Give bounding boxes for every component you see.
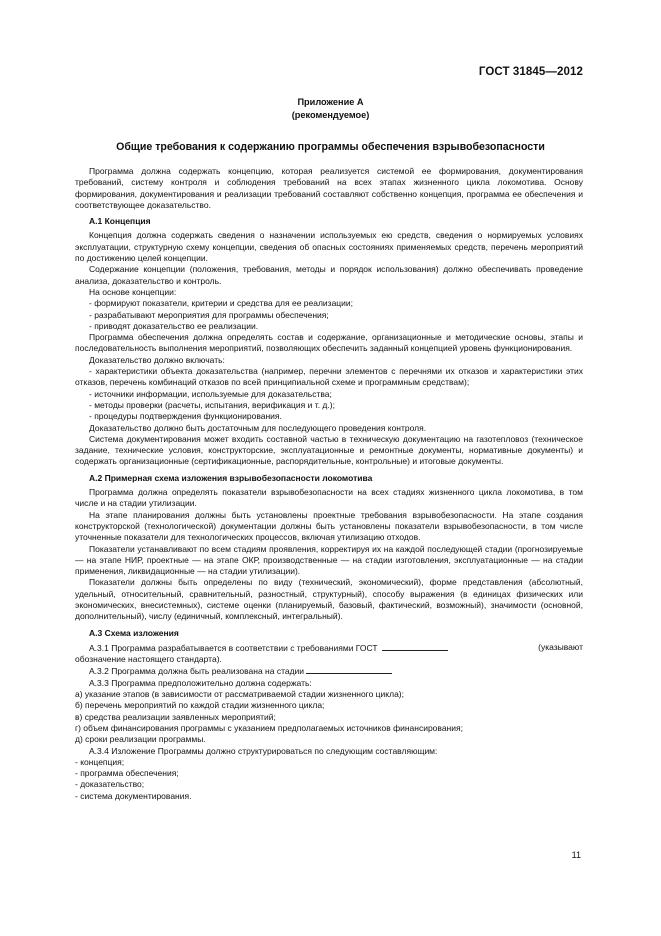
- list-item: - разрабатывают мероприятия для программы обеспечения;: [89, 309, 329, 320]
- clause-a32-text: А.3.2 Программа должна быть реализована на стадии: [89, 666, 305, 677]
- paragraph: Программа обеспечения должна определять состав и содержание, организационные и методические основы, этапы и последовательность выполнения мероприятий, позволяющих обеспечить заданный концепцией уровень функционирования.: [75, 332, 583, 354]
- list-item: - доказательство;: [75, 779, 145, 790]
- clause-a31-continued: обозначение настоящего стандарта).: [75, 654, 222, 665]
- list-item: б) перечень мероприятий по каждой стадии жизненного цикла;: [75, 700, 325, 711]
- list-item: - система документирования.: [75, 790, 192, 801]
- list-item: д) сроки реализации программы.: [75, 734, 206, 745]
- list-item: - методы проверки (расчеты, испытания, верификация и т. д.);: [89, 399, 335, 410]
- list-item: а) указание этапов (в зависимости от рассматриваемой стадии жизненного цикла);: [75, 689, 404, 700]
- clause-a31-tail: (указывают: [538, 641, 583, 652]
- page-number: 11: [571, 850, 581, 860]
- list-item: - программа обеспечения;: [75, 768, 179, 779]
- list-item: - характеристики объекта доказательства (например, перечни элементов с перечнями их отказов и характеристики этих отказов, перечень комбинаций отказов по всей принципиальной схеме и программным средствам);: [75, 366, 583, 388]
- paragraph: На основе концепции:: [89, 286, 177, 297]
- paragraph: Доказательство должно быть достаточным для последующего проведения контроля.: [89, 422, 427, 433]
- paragraph: На этапе планирования должны быть установлены проектные требования взрывобезопасности. На этапе создания конструкторской (технологической) документации должны быть установлены показатели взрывобезопасности, в том числе уточненные показатели для технологических процессов, включая утилизацию отходов.: [75, 509, 583, 543]
- blank-line: [306, 665, 392, 674]
- paragraph: Показатели устанавливают по всем стадиям проявления, корректируя их на каждой последующей стадии (прогнозируемые — на этапе НИР, проектные — на этапе ОКР, производственные — на стадии изготовления, эксплуатационные — на стадии применения, ликвидационные — на стадии утилизации).: [75, 543, 583, 577]
- clause-a33: А.3.3 Программа предположительно должна содержать:: [89, 677, 312, 688]
- intro-paragraph: Программа должна содержать концепцию, которая реализуется системой ее формирования, документирования требований, систему контроля и соблюдения требований на всех этапах жизненного цикла локомотива. Основу формирования, документирования и реализации требований составляют собственно концепция, программа ее обеспечения и соответствующее доказательство.: [75, 166, 583, 210]
- annex-note: (рекомендуемое): [291, 110, 370, 120]
- standard-number: ГОСТ 31845—2012: [478, 66, 583, 78]
- list-item: г) объем финансирования программы с указанием предполагаемых источников финансирования;: [75, 722, 463, 733]
- paragraph: Показатели должны быть определены по виду (технический, экономический), форме представления (абсолютный, удельный, относительный, сравнительный, разностный, структурный), способу выражения (в единицах физических или экономических, внесистемных), системе оценки (планируемый, базовый, фактический, возможный), значимости (основной, дополнительный), числу (единичный, комплексный, интегральный).: [75, 577, 583, 622]
- document-title: Общие требования к содержанию программы обеспечения взрывобезопасности: [116, 141, 545, 153]
- blank-line: [382, 642, 448, 651]
- list-item: - приводят доказательство ее реализации.: [89, 320, 259, 331]
- section-a2-heading: А.2 Примерная схема изложения взрывобезопасности локомотива: [89, 472, 373, 483]
- list-item: - источники информации, используемые для доказательства;: [89, 388, 332, 399]
- list-item: в) средства реализации заявленных мероприятий;: [75, 711, 276, 722]
- paragraph: Программа должна определять показатели взрывобезопасности на всех стадиях жизненного цикла локомотива, в том числе и на стадии утилизации.: [75, 487, 583, 509]
- document-body: [75, 166, 583, 802]
- paragraph: Доказательство должно включать:: [89, 354, 225, 365]
- section-a3-heading: А.3 Схема изложения: [89, 627, 179, 638]
- list-item: - формируют показатели, критерии и средства для ее реализации;: [89, 298, 354, 309]
- clause-a32: [75, 665, 583, 677]
- clause-a31-text: А.3.1 Программа разрабатывается в соответствии с требованиями ГОСТ: [89, 642, 378, 653]
- paragraph: Содержание концепции (положения, требования, методы и порядок использования) должно обеспечивать проведение анализа, доказательство и контроль.: [75, 264, 583, 286]
- list-item: - концепция;: [75, 756, 125, 767]
- annex-label: Приложение А: [297, 97, 364, 107]
- list-item: - процедуры подтверждения функционирования.: [89, 411, 282, 422]
- clause-a31: [75, 642, 583, 654]
- paragraph: Концепция должна содержать сведения о назначении используемых ею средств, сведения о нормируемых условиях эксплуатации, структурную схему концепции, сведения об опасных состояниях применяемых средств, перечень мероприятий по достижению целей концепции.: [75, 230, 583, 264]
- section-a1-heading: А.1 Концепция: [89, 216, 151, 227]
- paragraph: Система документирования может входить составной частью в техническую документацию на газотепловоз (техническое задание, технические условия, конструкторские, эксплуатационные и ремонтные документы, нормативные документы) и содержать организационные (сертификационные, распорядительные, контрольные) и итоговые документы.: [75, 433, 583, 467]
- clause-a34: А.3.4 Изложение Программы должно структурироваться по следующим составляющим:: [89, 745, 438, 756]
